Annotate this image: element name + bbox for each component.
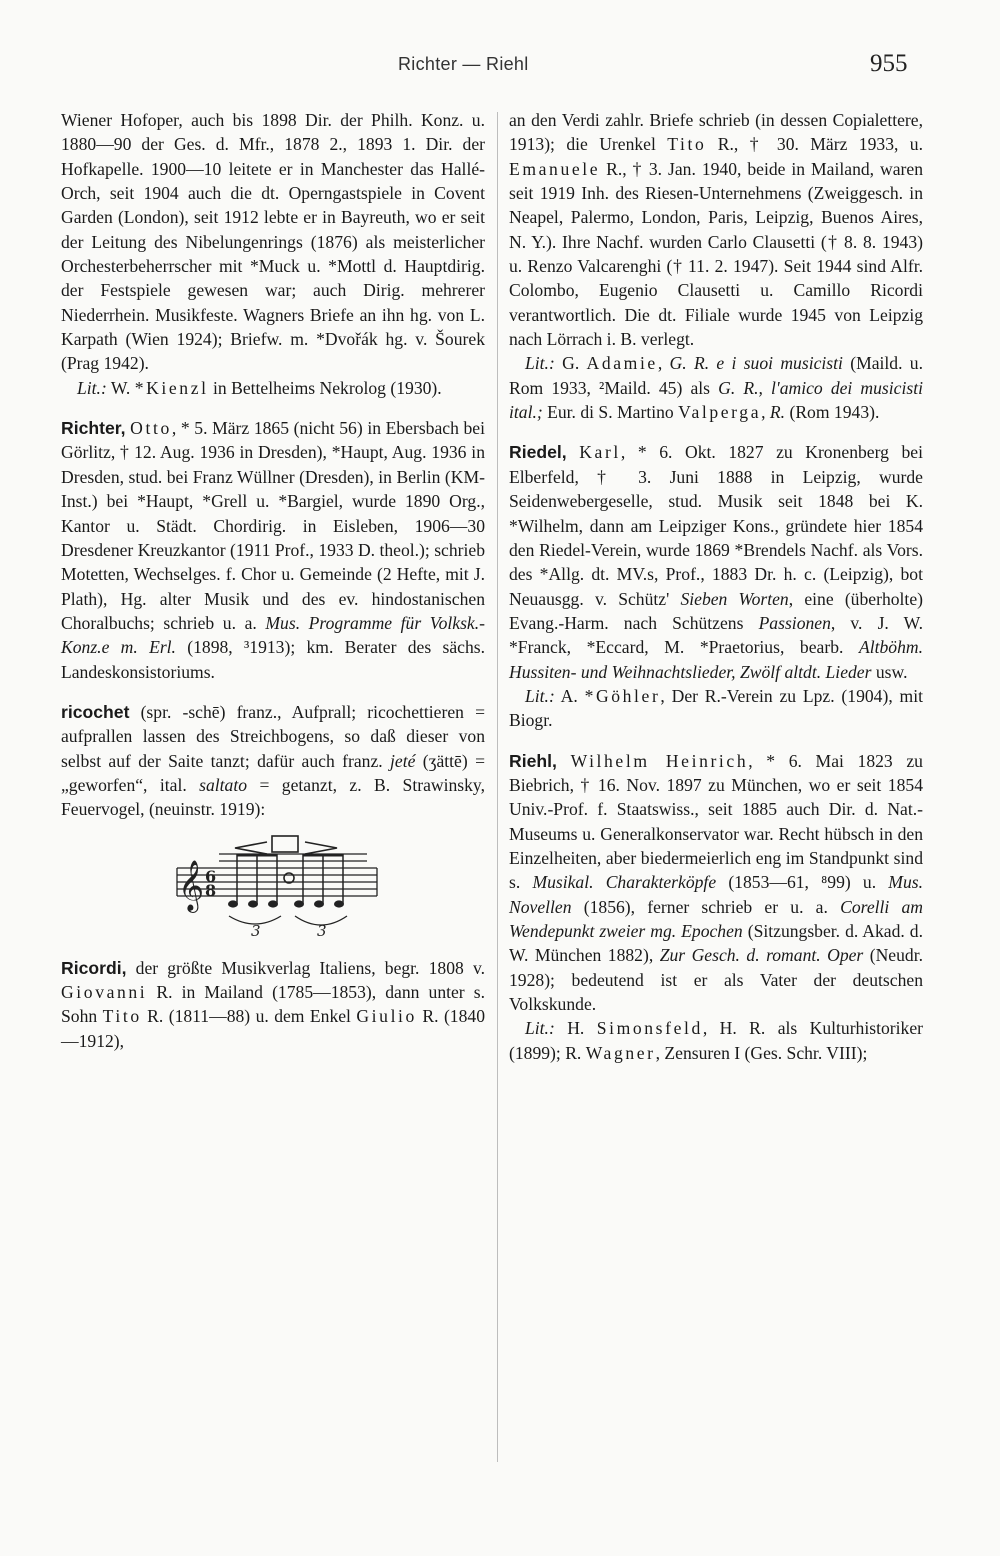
entry-riedel xyxy=(509,440,923,683)
lit-text: G. xyxy=(554,353,587,374)
entry-text: R., † 30. März 1933, u. xyxy=(706,134,923,155)
literature-richter-hans xyxy=(61,376,485,400)
term: saltato xyxy=(199,774,248,795)
entry-text: = getanzt, z. B. Strawinsky, Feuervogel, (neuinstr. 1919): xyxy=(61,774,485,820)
time-signature-bottom: 8 xyxy=(205,880,217,900)
running-header xyxy=(0,48,1000,88)
entry-text: (1856), ferner schrieb er u. a. xyxy=(571,896,841,917)
entry-richter-otto xyxy=(61,416,485,684)
entry-text: (spr. -schē) franz., Aufprall; ricochettieren = aufprallen lassen des Streichbogens, so daß dieser von selbst auf der Saite tanzt; dafür auch franz. xyxy=(61,701,485,771)
lit-author: *Kienzl xyxy=(134,377,209,398)
entry-text: R. (1811—88) u. dem Enkel xyxy=(141,1006,357,1027)
entry-text: der größte Musikverlag Italiens, begr. 1808 v. xyxy=(126,957,485,978)
entry-text: Wiener Hofoper, auch bis 1898 Dir. der Philh. Konz. u. 1880—90 der Ges. d. Mfr., 1878 2., 1893 1. Dir. der Hofkapelle. 1900—10 leitete er in Manchester das Hallé-Orch, seit 1904 auch die dt. Operngastspiele in Covent Garden (London), seit 1912 lebte er in Bayreuth, wo er seit der Leitung des Nibelungenrings (1876) als meisterlicher Orchesterbeherrscher mit *Muck u. *Mottl d. Hauptdirig. der Festspiele gewesen war; auch Dirig. mehrerer Niederrhein. Musikfeste. Wagners Briefe an ihn hg. von L. Karpath (Wien 1924); Briefw. m. *Dvořák hg. v. Šourek (Prag 1942). xyxy=(61,110,485,374)
entry-ricochet xyxy=(61,700,485,822)
lit-text: (Rom 1943). xyxy=(785,402,880,423)
music-example xyxy=(61,830,485,950)
triplet-number-right: 3 xyxy=(317,921,327,940)
entry-text: (Sitzungsber. d. Akad. d. W. München 1882), xyxy=(509,921,923,966)
headword-ricordi: Ricordi, xyxy=(61,957,127,978)
lit-text: (Maild. u. Rom 1933, ²Maild. 45) als xyxy=(509,353,923,398)
work-title: Passionen xyxy=(758,612,831,633)
entry-text: R., † 3. Jan. 1940, beide in Mailand, waren seit 1919 Inh. des Riesen-Unternehmens (Zweiggesch. in Neapel, Palermo, London, Paris, Leipzig, Buenos Aires, N. Y.). Ihre Nachf. wurden Carlo Clausetti († 8. 8. 1943) u. Renzo Valcarenghi († 11. 2. 1947). Seit 1944 sind Alfr. Colombo, Eugenio Clausetti u. Camillo Ricordi verantwortlich. Die dt. Filiale wurde 1945 von Leipzig nach Lörrach i. B. verlegt. xyxy=(509,158,923,350)
lit-author: Valperga xyxy=(678,402,762,423)
decrescendo-hairpin xyxy=(305,842,337,854)
lit-text: in Bettelheims Nekrolog (1930). xyxy=(208,377,442,398)
lit-text: , xyxy=(761,402,770,423)
lit-text: , H. R. als Kulturhistoriker (1899); R. xyxy=(509,1018,923,1063)
time-signature-top: 6 xyxy=(205,866,217,886)
note-heads xyxy=(228,900,344,907)
lit-title: G. R. e i suoi musicisti xyxy=(669,353,843,374)
crescendo-hairpin xyxy=(235,842,267,854)
forename: Emanuele xyxy=(509,158,601,179)
entry-text: , * 5. März 1865 (nicht 56) in Ebersbach bei Görlitz, † 12. Aug. 1936 in Dresden), *Haupt, Aug. 1936 in Dresden, stud. bei Franz Wüllner (Dresden), in Berlin (KM-Inst.) bei *Haupt, *Grell u. *Bargiel, wurde 1890 Org., Kantor u. Städt. Chordirig. in Eisleben, 1906—30 Dresdener Kreuzkantor (1911 Prof., 1933 D. theol.); schrieb Motetten, Wechselges. f. Chor u. Gemeinde (2 Hefte, mit J. Plath), Hg. alter Musik und des ev. hindostanischen Choralbuchs; schrieb u. a. xyxy=(61,418,485,633)
lit-text: , xyxy=(657,353,670,374)
work-title: Mus. Novellen xyxy=(509,872,923,917)
forename: Otto xyxy=(130,418,172,439)
entry-text: an den Verdi zahlr. Briefe schrieb (in dessen Copialettere, 1913); die Urenkel xyxy=(509,110,923,155)
work-title: Sieben Worten xyxy=(680,588,789,609)
left-column xyxy=(61,108,485,1053)
forename: Karl xyxy=(579,442,621,463)
work-title: Altböhm. Hussiten- und Weihnachtslieder, Zwölf altdt. Lieder xyxy=(509,637,923,682)
lit-text: Eur. di S. Martino xyxy=(542,402,679,423)
entry-text: , v. J. W. *Franck, *Eccard, M. *Praetorius, bearb. xyxy=(509,612,924,658)
lit-label: Lit.: xyxy=(525,685,555,706)
lit-label: Lit.: xyxy=(77,377,107,398)
entry-text: (ʒättē) = „geworfen“, ital. xyxy=(61,750,485,795)
lit-text: , Zensuren I (Ges. Schr. VIII); xyxy=(655,1042,868,1063)
headword-richter: Richter, xyxy=(61,418,126,439)
lit-author: Adamie xyxy=(586,353,658,374)
headword-riedel: Riedel, xyxy=(509,442,567,463)
term: jeté xyxy=(390,750,416,771)
work-title: Zur Gesch. d. romant. Oper xyxy=(659,945,864,966)
entry-ricordi xyxy=(61,956,485,1053)
lit-text: H. xyxy=(554,1018,597,1039)
lit-author: Wagner xyxy=(585,1042,656,1063)
running-title: Richter — Riehl xyxy=(398,54,529,74)
forename: Giovanni xyxy=(61,981,148,1002)
lit-text: A. xyxy=(554,685,585,706)
entry-text: R. in Mailand (1785—1853), dann unter s. Sohn xyxy=(61,981,485,1027)
lit-text: , Der R.-Verein zu Lpz. (1904), mit Biogr. xyxy=(509,685,923,731)
literature-ricordi xyxy=(509,351,923,424)
page-number: 955 xyxy=(870,50,908,77)
forename: Tito xyxy=(667,134,707,155)
triplet-number-left: 3 xyxy=(251,921,261,940)
music-notation-figure xyxy=(167,830,407,948)
entry-text: , eine (überholte) Evang.-Harm. nach Schützens xyxy=(509,588,923,633)
entry-text: (1853—61, ⁸99) u. xyxy=(716,872,889,893)
entry-text: R. (1840—1912), xyxy=(61,1006,485,1051)
lit-author: Simonsfeld xyxy=(596,1018,703,1039)
lit-text: W. xyxy=(106,377,135,398)
lit-title: R. xyxy=(769,402,786,423)
entry-text: , * 6. Okt. 1827 zu Kronenberg bei Elberfeld, † 3. Juni 1888 in Leipzig, wurde Seidenwebergeselle, stud. Musik seit 1848 bei K. *Wilhelm, dann am Leipziger Kons., gründete hier 1854 den Riedel-Verein, wurde 1869 *Brendels Nachf. als Vors. des *Allg. dt. MV.s, Prof., 1883 Dr. h. c. (Leipzig), bot Neuausgg. v. Schütz' xyxy=(509,442,923,609)
entry-text: (Neudr. 1928); bedeutend ist er als Vater der deutschen Volkskunde. xyxy=(509,945,923,1015)
work-title: Musikal. Charakterköpfe xyxy=(532,872,717,893)
lit-label: Lit.: xyxy=(525,1018,555,1039)
forename: Giulio xyxy=(356,1006,417,1027)
entry-richter-hans-continuation xyxy=(61,108,485,376)
forename: Wilhelm Heinrich xyxy=(570,750,749,771)
right-column xyxy=(509,108,923,1065)
lit-label: Lit.: xyxy=(525,353,555,374)
bracket-mark xyxy=(272,836,298,852)
entry-text: usw. xyxy=(871,661,908,682)
lit-title: G. R., l'amico dei musicisti ital.; xyxy=(509,377,923,423)
literature-riedel xyxy=(509,684,923,733)
headword-riehl: Riehl, xyxy=(509,750,557,771)
work-title: Corelli am Wendepunkt zweier mg. Epochen xyxy=(509,896,923,941)
treble-clef-icon: 𝄞 xyxy=(178,859,205,911)
entry-text: , * 6. Mai 1823 zu Biebrich, † 16. Nov. 1897 zu München, wo er seit 1854 Univ.-Prof. f. Staatswiss., seit 1885 auch Dir. d. Nat.-Museums u. Generalkonservator war. Recht hübsch in den Einzelheiten, aber biedermeierlich eng im Standpunkt sind s. xyxy=(509,750,923,893)
column-rule xyxy=(497,112,498,1462)
entry-riehl xyxy=(509,749,923,1017)
headword-ricochet: ricochet xyxy=(61,701,130,722)
entry-ricordi-continuation xyxy=(509,108,923,351)
literature-riehl xyxy=(509,1016,923,1065)
forename: Tito xyxy=(102,1006,142,1027)
lit-author: *Göhler xyxy=(584,685,661,706)
work-title: Mus. Programme für Volksk.-Konz.e m. Erl. xyxy=(61,612,485,658)
entry-text: (1898, ³1913); km. Berater des sächs. Landeskonsistoriums. xyxy=(61,637,485,682)
